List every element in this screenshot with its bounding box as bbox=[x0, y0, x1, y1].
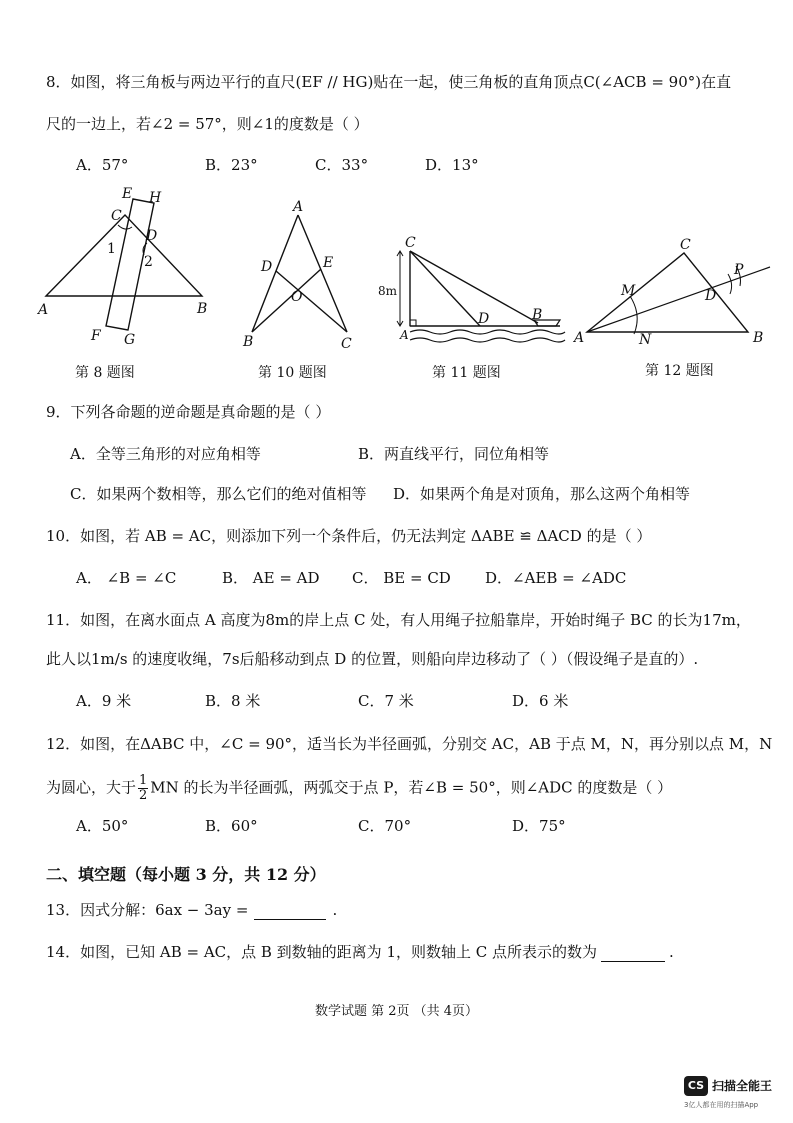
q11-option-a: A．9 米 bbox=[76, 692, 132, 710]
q13-answer-blank[interactable] bbox=[254, 903, 326, 920]
figure-8 bbox=[30, 180, 230, 350]
q12-option-a: A．50° bbox=[76, 817, 129, 835]
figure-8-caption: 第 8 题图 bbox=[75, 365, 135, 381]
triangle-abc bbox=[587, 253, 748, 332]
q9-option-c: C．如果两个数相等，那么它们的绝对值相等 bbox=[70, 485, 367, 503]
q10-option-c: C． BE = CD bbox=[352, 569, 451, 587]
q12-line2-post: MN 的长为半径画弧，两弧交于点 P，若∠B = 50°，则∠ADC 的度数是（ ） bbox=[150, 778, 673, 797]
label-g: G bbox=[124, 332, 136, 348]
angle-1-arc bbox=[118, 225, 132, 229]
label-c: C bbox=[405, 235, 416, 251]
label-b: B bbox=[753, 330, 764, 346]
fraction-denominator: 2 bbox=[139, 788, 148, 803]
triangle-abc bbox=[46, 215, 202, 296]
q9-option-a: A．全等三角形的对应角相等 bbox=[70, 445, 261, 463]
fraction-one-half bbox=[138, 774, 148, 803]
label-c: C bbox=[341, 336, 352, 352]
q12-stem-line1: 12．如图，在ΔABC 中，∠C = 90°，适当长为半径画弧，分别交 AC，AB 于点 M，N，再分别以点 M，N bbox=[46, 735, 773, 753]
section-2-title: 二、填空题（每小题 3 分，共 12 分） bbox=[46, 865, 326, 884]
label-d: D bbox=[705, 288, 717, 304]
figure-12 bbox=[570, 230, 785, 350]
label-a: A bbox=[574, 330, 585, 346]
label-c: C bbox=[680, 237, 691, 253]
label-angle-2: 2 bbox=[144, 254, 153, 270]
q12-stem-line2 bbox=[46, 774, 672, 803]
q12-option-c: C．70° bbox=[358, 817, 412, 835]
label-b: B bbox=[532, 307, 543, 323]
q13-end: . bbox=[332, 901, 338, 919]
label-c: C bbox=[111, 208, 122, 224]
q11-option-d: D．6 米 bbox=[512, 692, 569, 710]
q10-option-d: D．∠AEB = ∠ADC bbox=[485, 569, 627, 587]
q12-option-b: B．60° bbox=[205, 817, 258, 835]
q14-end: . bbox=[669, 943, 674, 961]
q14-answer-blank[interactable] bbox=[601, 945, 665, 962]
q8-option-b: B．23° bbox=[205, 156, 258, 174]
q14-line bbox=[46, 942, 674, 962]
q11-option-b: B．8 米 bbox=[205, 692, 261, 710]
label-a: A bbox=[400, 328, 409, 342]
label-angle-1: 1 bbox=[107, 241, 116, 257]
label-m: M bbox=[621, 283, 636, 299]
label-e: E bbox=[323, 255, 334, 271]
figure-11-caption: 第 11 题图 bbox=[432, 365, 501, 381]
q8-stem-line2: 尺的一边上，若∠2 = 57°，则∠1的度数是（ ） bbox=[46, 115, 369, 133]
q13-line bbox=[46, 900, 337, 920]
q14-text: 14．如图，已知 AB = AC，点 B 到数轴的距离为 1，则数轴上 C 点所表示的数为 bbox=[46, 943, 598, 961]
label-height: 8m bbox=[378, 284, 398, 298]
camscanner-name: 扫描全能王 bbox=[712, 1079, 773, 1093]
figure-10-caption: 第 10 题图 bbox=[258, 365, 327, 381]
label-d: D bbox=[146, 228, 158, 244]
fraction-numerator: 1 bbox=[139, 773, 148, 788]
page-footer: 数学试题 第 2页 （共 4页） bbox=[314, 1004, 479, 1019]
q11-stem-line1: 11．如图，在离水面点 A 高度为8m的岸上点 C 处，有人用绳子拉船靠岸，开始时绳子 BC 的长为17m， bbox=[46, 611, 751, 629]
label-b: B bbox=[243, 334, 254, 350]
label-h: H bbox=[149, 190, 162, 206]
figure-10 bbox=[235, 195, 365, 355]
label-f: F bbox=[91, 328, 101, 344]
label-b: B bbox=[197, 301, 208, 317]
camscanner-tagline: 3亿人都在用的扫描App bbox=[684, 1101, 759, 1109]
q8-option-d: D．13° bbox=[425, 156, 479, 174]
q9-option-d: D．如果两个角是对顶角，那么这两个角相等 bbox=[393, 485, 691, 503]
q11-stem-line2: 此人以1m/s 的速度收绳，7s后船移动到点 D 的位置，则船向岸边移动了（ ）（假设绳子是直的）. bbox=[46, 650, 699, 668]
q13-text: 13．因式分解：6ax − 3ay = bbox=[46, 901, 249, 919]
q8-option-a: A．57° bbox=[76, 156, 129, 174]
label-d: D bbox=[478, 311, 490, 327]
label-p: P bbox=[734, 262, 744, 278]
q10-option-a: A． ∠B = ∠C bbox=[76, 569, 177, 587]
label-o: O bbox=[291, 289, 303, 305]
q8-stem-line1: 8．如图，将三角板与两边平行的直尺(EF // HG)贴在一起，使三角板的直角顶点C(∠ACB = 90°)在直 bbox=[46, 73, 732, 91]
arc-p-1 bbox=[728, 274, 732, 294]
q11-option-c: C．7 米 bbox=[358, 692, 414, 710]
label-a: A bbox=[293, 199, 304, 215]
q12-line2-pre: 为圆心，大于 bbox=[46, 778, 137, 797]
label-d: D bbox=[261, 259, 273, 275]
q10-stem: 10．如图，若 AB = AC，则添加下列一个条件后，仍无法判定 ΔABE ≌ ΔACD 的是（ ） bbox=[46, 527, 652, 545]
label-n: N bbox=[639, 332, 652, 348]
q8-option-c: C．33° bbox=[315, 156, 369, 174]
camscanner-logo-icon: CS bbox=[684, 1076, 708, 1096]
figure-11 bbox=[370, 235, 570, 350]
q9-stem: 9．下列各命题的逆命题是真命题的是（ ） bbox=[46, 403, 331, 421]
label-e: E bbox=[122, 186, 133, 202]
q12-option-d: D．75° bbox=[512, 817, 566, 835]
figure-12-caption: 第 12 题图 bbox=[645, 363, 714, 379]
q9-option-b: B．两直线平行，同位角相等 bbox=[358, 445, 550, 463]
label-a: A bbox=[38, 302, 49, 318]
q10-option-b: B． AE = AD bbox=[222, 569, 320, 587]
